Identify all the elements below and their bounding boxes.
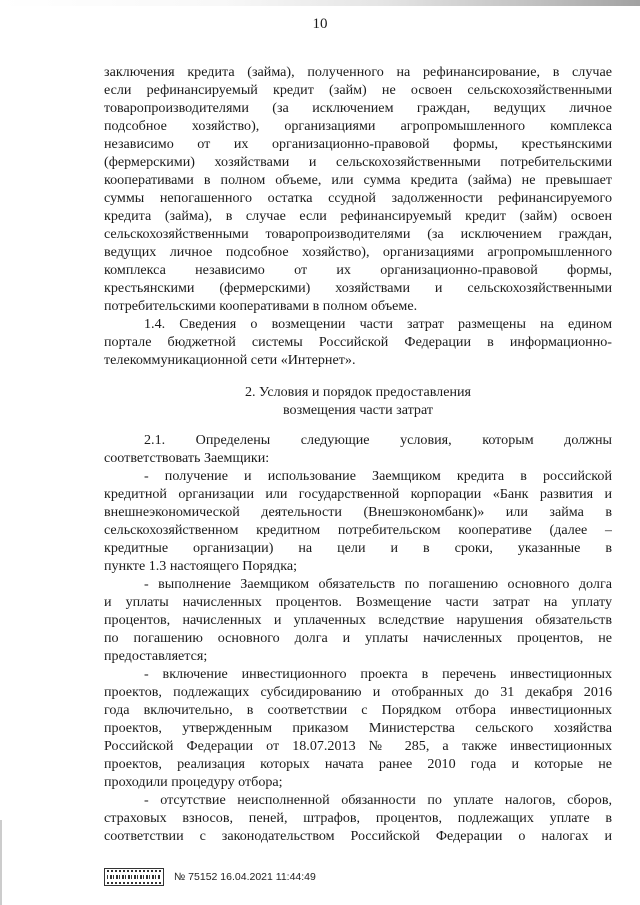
text-line: суммы непогашенного остатка ссудной задолженности рефинансируемого <box>104 190 612 206</box>
text-line: соответствии с законодательством Российской Федерации о налогах и <box>104 828 612 844</box>
text-line: кредита (займа), в случае если рефинансируемый кредит (займ) освоен <box>104 208 612 224</box>
text-line: потребительскими кооперативами в полном объеме. <box>104 298 418 314</box>
text-line: по погашению основного долга и уплаты начисленных процентов, не <box>104 630 612 646</box>
text-line: если рефинансируемый кредит (займ) не освоен сельскохозяйственными <box>104 82 612 98</box>
text-line: комплекса независимо от их организационно-правовой формы, <box>104 262 612 278</box>
heading-line: возмещения части затрат <box>282 402 434 418</box>
text-line: кредитные организации) на цели и в сроки, указанные в <box>104 540 612 556</box>
paragraph-2-1 <box>104 431 612 467</box>
text-line: проектов, подлежащих субсидированию и отобранных до 31 декабря 2016 <box>104 684 612 700</box>
condition-investment-project <box>104 665 612 791</box>
document-body <box>104 63 612 845</box>
text-line: внешнеэкономической деятельности (Внешэкономбанк)» или займа в <box>104 504 612 520</box>
document-footer <box>104 866 316 888</box>
text-line: процентов, начисленных и уплаченных вследствие нарушения обязательств <box>104 612 612 628</box>
text-line: Российской Федерации от 18.07.2013 № 285, а также инвестиционных <box>104 738 612 754</box>
text-line: товаропроизводителями (за исключением граждан, ведущих личное <box>104 100 612 116</box>
paragraph-1-4 <box>104 315 612 369</box>
text-line: пункте 1.3 настоящего Порядка; <box>104 558 297 574</box>
text-line: соответствовать Заемщики: <box>104 450 270 466</box>
text-line: страховых взносов, пеней, штрафов, процентов, подлежащих уплате в <box>104 810 612 826</box>
scan-edge-left <box>0 820 2 905</box>
text-line: крестьянскими (фермерскими) хозяйствами и сельскохозяйственными <box>104 280 612 296</box>
condition-credit <box>104 467 612 575</box>
text-line: - включение инвестиционного проекта в перечень инвестиционных <box>144 666 612 682</box>
text-line: телекоммуникационной сети «Интернет». <box>104 352 356 368</box>
text-line: - выполнение Заемщиком обязательств по погашению основного долга <box>144 576 612 592</box>
text-line: независимо от их организационно-правовой формы, крестьянскими <box>104 136 612 152</box>
text-line: года включительно, в соответствии с Порядком отбора инвестиционных <box>104 702 612 718</box>
registration-stamp: № 75152 16.04.2021 11:44:49 <box>174 871 316 883</box>
text-line: сельскохозяйственными товаропроизводителями (за исключением граждан, <box>104 226 612 242</box>
text-line: кооперативами в полном объеме, или сумма кредита (займа) не превышает <box>104 172 612 188</box>
page-number: 10 <box>312 16 328 32</box>
text-line: кредитной организации или государственной корпорации «Банк развития и <box>104 486 612 502</box>
text-line: предоставляется; <box>104 648 208 664</box>
text-line: проходили процедуру отбора; <box>104 774 283 790</box>
text-line: проектов, реализация которых начата ранее 2010 года и которые не <box>104 756 612 772</box>
barcode-stamp-icon <box>104 868 164 886</box>
heading-line: 2. Условия и порядок предоставления <box>244 384 472 400</box>
text-line: и уплаты начисленных процентов. Возмещение части затрат на уплату <box>104 594 612 610</box>
text-line: сельскохозяйственном кредитном потребительском кооперативе (далее – <box>104 522 612 538</box>
text-line: подсобное хозяйство), организациями агропромышленного комплекса <box>104 118 612 134</box>
text-line: (фермерскими) хозяйствами и сельскохозяйственными потребительскими <box>104 154 612 170</box>
text-line: проектов, утвержденным приказом Министерства сельского хозяйства <box>104 720 612 736</box>
condition-obligations <box>104 575 612 665</box>
text-line: ведущих личное подсобное хозяйство), организациями агропромышленного <box>104 244 612 260</box>
scan-edge-top <box>0 0 640 6</box>
text-line: - получение и использование Заемщиком кредита в российской <box>144 468 612 484</box>
section-heading <box>104 383 612 419</box>
text-line: - отсутствие неисполненной обязанности по уплате налогов, сборов, <box>144 792 612 808</box>
text-line: 1.4. Сведения о возмещении части затрат размещены на едином <box>144 316 612 332</box>
paragraph-refinancing <box>104 63 612 315</box>
text-line: заключения кредита (займа), полученного на рефинансирование, в случае <box>104 64 612 80</box>
text-line: 2.1. Определены следующие условия, которым должны <box>144 432 612 448</box>
text-line: портале бюджетной системы Российской Федерации в информационно- <box>104 334 612 350</box>
condition-no-tax-debt <box>104 791 612 845</box>
